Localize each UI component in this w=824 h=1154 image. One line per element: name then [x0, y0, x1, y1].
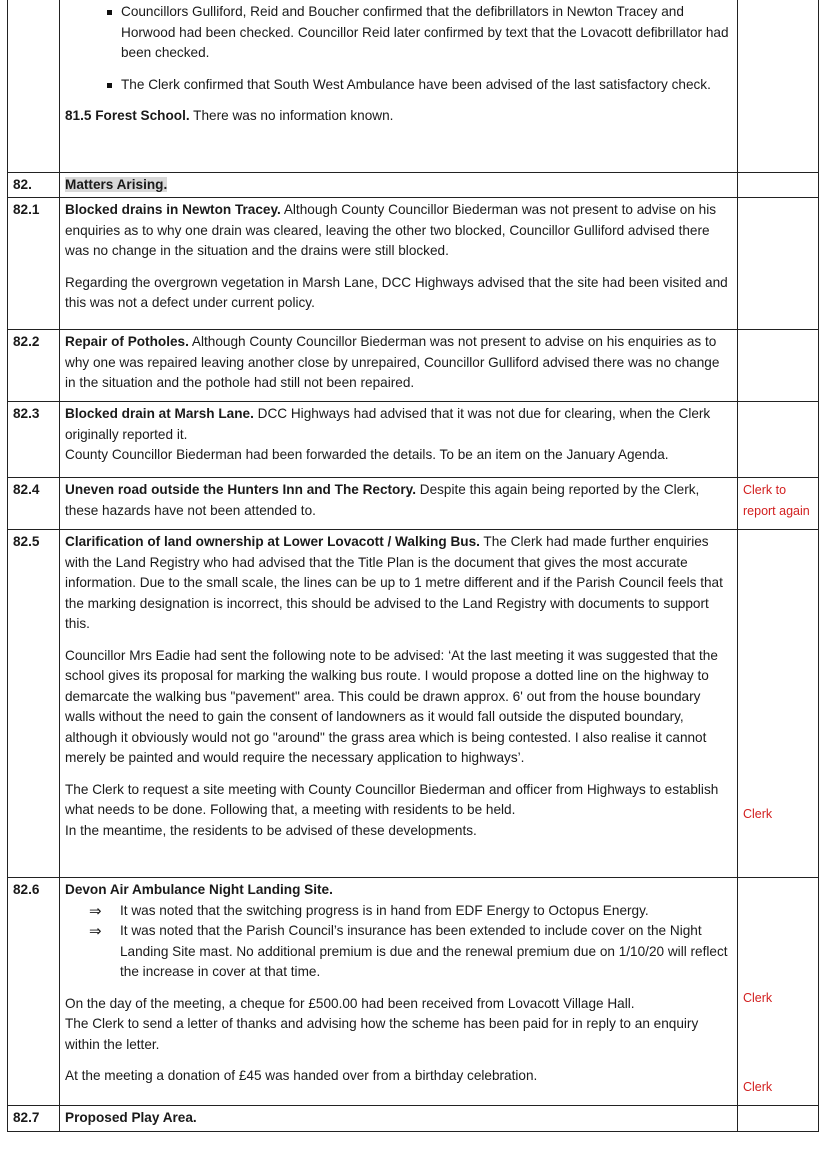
table-row — [8, 402, 819, 478]
item-number: 82.2 — [8, 330, 60, 402]
item-number-cell — [8, 0, 60, 172]
item-title: Clarification of land ownership at Lower Lovacott / Walking Bus. — [65, 534, 480, 549]
item-title: Blocked drain at Marsh Lane. — [65, 406, 254, 421]
item-number: 82.1 — [8, 198, 60, 330]
table-row — [8, 1106, 819, 1132]
item-text: Although County Councillor Biederman was not present to advise on his enquiries as to why one was repaired leaving another close by unrepaired, Councillor Gulliford advised there was no change in the situation and the pothole had still not been repaired. — [65, 334, 720, 390]
table-row — [8, 878, 819, 1106]
table-row — [8, 198, 819, 330]
item-title: Proposed Play Area. — [65, 1110, 197, 1125]
paragraph — [65, 200, 732, 262]
item-body-cell — [60, 1106, 738, 1132]
table-row — [8, 172, 819, 198]
item-text: DCC Highways had advised that it was not due for clearing, when the Clerk originally reported it. — [65, 406, 711, 442]
action-cell — [738, 172, 819, 198]
item-body-cell — [60, 198, 738, 330]
paragraph: Regarding the overgrown vegetation in Marsh Lane, DCC Highways advised that the site had been visited and this was not a defect under current policy. — [65, 274, 728, 310]
item-title: Repair of Potholes. — [65, 334, 189, 349]
item-body-cell — [60, 878, 738, 1106]
paragraph: The Clerk to request a site meeting with County Councillor Biederman and officer from Highways to establish what needs to be done. Following that, a meeting with residents to be held. — [65, 781, 719, 817]
paragraph — [65, 106, 732, 127]
item-text: The Clerk had made further enquiries with the Land Registry who had advised that the Title Plan is the document that gives the most accurate information. Due to the small scale, the lines can be up to 1 metre different and if the Parish Council feels that the marking designation is incorrect, this should be advised to the Land Registry with documents to support this. — [65, 534, 723, 631]
action-cell — [738, 330, 819, 402]
paragraph — [65, 480, 732, 521]
paragraph: County Councillor Biederman had been forwarded the details. To be an item on the January Agenda. — [65, 447, 669, 462]
action-note: Clerk — [743, 991, 773, 1005]
item-number: 82. — [8, 172, 60, 198]
action-cell — [738, 198, 819, 330]
minutes-table — [7, 0, 819, 1132]
item-number: 82.7 — [8, 1106, 60, 1132]
item-text: Despite this again being reported by the Clerk, these hazards have not been attended to. — [65, 482, 700, 518]
item-body-cell — [60, 530, 738, 878]
action-cell — [738, 530, 819, 878]
table-row — [8, 478, 819, 530]
table-row — [8, 0, 819, 172]
table-row — [8, 530, 819, 878]
paragraph: The Clerk to send a letter of thanks and advising how the scheme has been paid for in reply to an enquiry within the letter. — [65, 1016, 699, 1052]
list-item: ⇒ It was noted that the switching progress is in hand from EDF Energy to Octopus Energy. — [65, 901, 732, 922]
item-number: 82.6 — [8, 878, 60, 1106]
item-body-cell — [60, 330, 738, 402]
action-note: Clerk — [743, 807, 773, 821]
paragraph: At the meeting a donation of £45 was handed over from a birthday celebration. — [65, 1068, 538, 1083]
list-item: ⇒ It was noted that the Parish Council’s insurance has been extended to include cover on the Night Landing Site mast. No additional premium is due and the renewal premium due on 1/10/20 will reflect the increase in cover at that time. — [65, 921, 732, 983]
paragraph: In the meantime, the residents to be advised of these developments. — [65, 822, 477, 838]
paragraph — [65, 332, 732, 394]
action-note: Clerk — [743, 1079, 773, 1094]
section-heading: Matters Arising. — [65, 176, 168, 192]
item-number: 82.3 — [8, 402, 60, 478]
item-body-cell — [60, 172, 738, 198]
action-note: Clerk to report again — [738, 478, 819, 530]
list-item: Councillors Gulliford, Reid and Boucher confirmed that the defibrillators in Newton Tracey and Horwood had been checked. Councillor Reid later confirmed by text that the Lovacott defibrillator had been checked. — [65, 2, 732, 64]
action-cell — [738, 878, 819, 1106]
item-title: Uneven road outside the Hunters Inn and The Rectory. — [65, 482, 416, 497]
item-text: There was no information known. — [189, 108, 394, 123]
bullet-list — [65, 75, 732, 96]
action-cell — [738, 0, 819, 172]
arrow-list — [65, 901, 732, 983]
item-body-cell — [60, 478, 738, 530]
paragraph — [65, 532, 732, 635]
item-title: Devon Air Ambulance Night Landing Site. — [65, 882, 333, 897]
list-item: The Clerk confirmed that South West Ambulance have been advised of the last satisfactory check. — [65, 75, 732, 96]
paragraph: On the day of the meeting, a cheque for £500.00 had been received from Lovacott Village Hall. — [65, 995, 635, 1011]
item-title: Blocked drains in Newton Tracey. — [65, 202, 281, 217]
paragraph: Councillor Mrs Eadie had sent the following note to be advised: ‘At the last meeting it was suggested that the school gives its proposal for marking the walking bus route. I would propose a dotted line on the highway to demarcate the walking bus "pavement" area. This could be drawn approx. 6' out from the house boundary walls without the need to gain the consent of landowners as it would fall outside the disputed boundary, although it obviously would not go "around" the grass area which is being contested. I also realise it cannot merely be painted and would require the necessary application to highways’. — [65, 647, 718, 765]
bullet-list — [65, 2, 732, 64]
table-row — [8, 330, 819, 402]
item-body-cell — [60, 0, 738, 172]
item-number: 82.4 — [8, 478, 60, 530]
paragraph — [65, 404, 732, 445]
item-text: Although County Councillor Biederman was not present to advise on his enquiries as to why one drain was cleared, leaving the other two blocked, Councillor Gulliford advised there was no change in the situation and the drains were still blocked. — [65, 202, 717, 258]
item-body-cell — [60, 402, 738, 478]
item-number: 82.5 — [8, 530, 60, 878]
action-cell — [738, 1106, 819, 1132]
item-title: 81.5 Forest School. — [65, 108, 190, 123]
action-cell — [738, 402, 819, 478]
